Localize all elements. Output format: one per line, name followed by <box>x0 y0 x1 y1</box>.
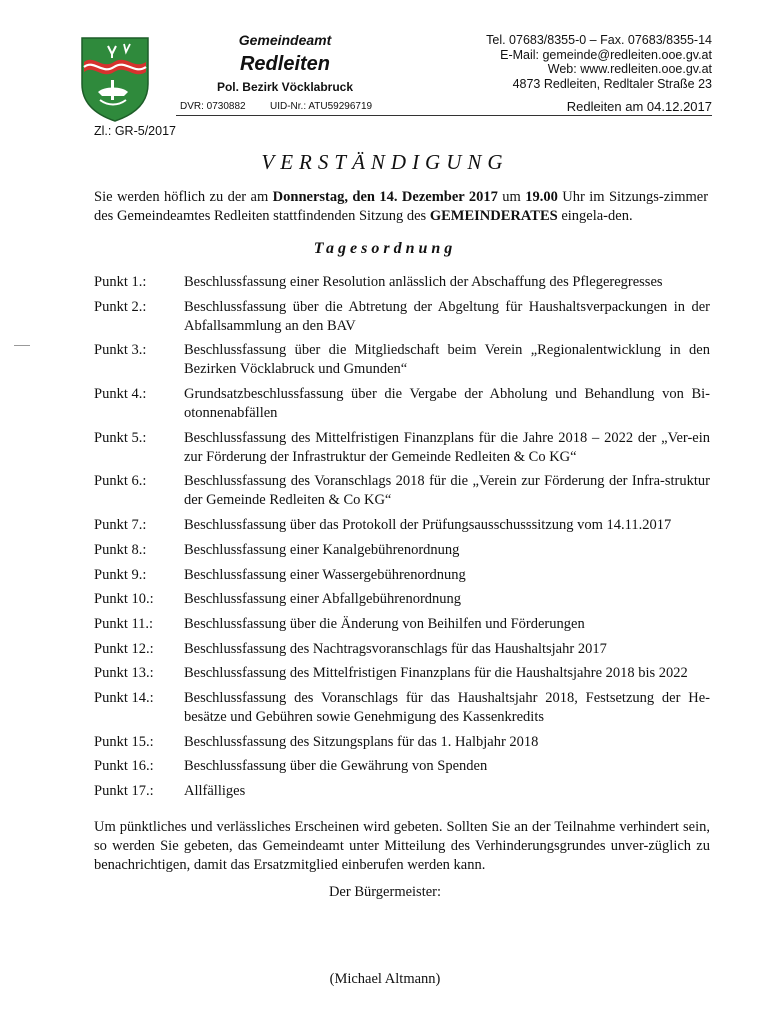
phone-fax: Tel. 07683/8355-0 – Fax. 07683/8355-14 <box>486 33 712 47</box>
agenda-item-text: Beschlussfassung des Voranschlags für das Haushaltsjahr 2018, Festsetzung der He-besätze und Gebühren sowie Genehmigung des Kassenkredits <box>184 689 710 725</box>
agenda-item-number: Punkt 14.: <box>94 689 154 706</box>
agenda-item-text: Beschlussfassung einer Abfallgebührenordnung <box>184 591 462 608</box>
agenda-item <box>94 472 710 510</box>
agenda-item-text: Beschlussfassung des Sitzungsplans für das 1. Halbjahr 2018 <box>184 733 539 750</box>
agenda-item <box>94 640 710 659</box>
postal-address: 4873 Redleiten, Redltaler Straße 23 <box>512 76 712 91</box>
agenda-item-text: Beschlussfassung über die Änderung von Beihilfen und Förderungen <box>184 615 585 632</box>
agenda-item-number: Punkt 17.: <box>94 783 154 799</box>
agenda-list <box>94 273 710 807</box>
office-name: Gemeindeamt <box>238 32 332 48</box>
reference-number: Zl.: GR-5/2017 <box>94 124 176 138</box>
agenda-item <box>94 385 710 423</box>
agenda-item <box>94 590 710 609</box>
agenda-item-number: Punkt 10.: <box>94 591 154 608</box>
agenda-item <box>94 689 710 727</box>
dvr-number: DVR: 0730882 <box>180 101 246 112</box>
agenda-item <box>94 273 710 292</box>
agenda-item-number: Punkt 11.: <box>94 615 154 632</box>
invitation-paragraph <box>94 188 708 226</box>
agenda-item <box>94 566 710 585</box>
uid-number: UID-Nr.: ATU59296719 <box>270 101 373 112</box>
agenda-item-text: Beschlussfassung des Mittelfristigen Finanzplans für die Jahre 2018 – 2022 der „Ver-ein zur Förderung der Infrastruktur der Gemeinde Redleiten & Co KG“ <box>184 429 710 465</box>
agenda-item <box>94 516 710 535</box>
agenda-item-number: Punkt 7.: <box>94 517 147 534</box>
district-name: Pol. Bezirk Vöcklabruck <box>216 80 354 94</box>
agenda-item <box>94 341 710 379</box>
agenda-item-number: Punkt 16.: <box>94 758 154 775</box>
agenda-item-text: Beschlussfassung über die Abtretung der Abgeltung für Haushaltsverpackungen in der Abfallsammlung an den BAV <box>184 298 710 334</box>
agenda-item-number: Punkt 5.: <box>94 429 147 446</box>
meeting-time: 19.00 <box>525 189 558 205</box>
email-address: E-Mail: gemeinde@redleiten.ooe.gv.at <box>500 47 712 62</box>
agenda-item <box>94 541 710 560</box>
municipality-name: Redleiten <box>239 53 331 75</box>
header-divider <box>176 115 712 116</box>
agenda-item <box>94 429 710 467</box>
agenda-item-number: Punkt 1.: <box>94 274 147 290</box>
agenda-item-text: Beschlussfassung des Voranschlags 2018 für die „Verein zur Förderung der Infra-struktur der Gemeinde Redleiten & Co KG“ <box>184 473 710 509</box>
agenda-item-text: Beschlussfassung einer Kanalgebührenordnung <box>184 541 460 558</box>
agenda-item <box>94 298 710 336</box>
document-title: VERSTÄNDIGUNG <box>261 150 509 174</box>
agenda-heading: Tagesordnung <box>313 240 457 257</box>
agenda-item <box>94 615 710 634</box>
agenda-item-number: Punkt 9.: <box>94 566 147 583</box>
agenda-item-text: Beschlussfassung einer Resolution anlässlich der Abschaffung des Pflegeregresses <box>184 274 663 290</box>
council-name: GEMEINDERATES <box>429 208 558 224</box>
agenda-item-number: Punkt 13.: <box>94 665 154 682</box>
intro-text-2: um <box>497 189 526 205</box>
agenda-item-number: Punkt 4.: <box>94 386 147 403</box>
agenda-item <box>94 782 710 801</box>
margin-mark <box>14 345 30 346</box>
agenda-item-number: Punkt 3.: <box>94 342 147 359</box>
agenda-item-number: Punkt 2.: <box>94 298 147 315</box>
intro-text-1: Sie werden höflich zu der am <box>94 189 273 205</box>
signature-label: Der Bürgermeister: <box>328 884 442 900</box>
agenda-item-number: Punkt 6.: <box>94 473 147 490</box>
signer-name: (Michael Altmann) <box>329 971 441 987</box>
agenda-item-text: Beschlussfassung einer Wassergebührenordnung <box>184 566 466 583</box>
closing-paragraph: Um pünktliches und verlässliches Erscheinen wird gebeten. Sollten Sie an der Teilnahme verhindert sein, so werden Sie gebeten, das Gemeindeamt unter Mitteilung des Verhinderungsgrundes unver-züglich zu benachrichtigen, damit das Ersatzmitglied einberufen werden kann. <box>94 819 710 873</box>
agenda-item-text: Beschlussfassung des Nachtragsvoranschlags für das Haushaltsjahr 2017 <box>184 640 607 657</box>
meeting-date: Donnerstag, den 14. Dezember 2017 <box>272 189 498 205</box>
place-date: Redleiten am 04.12.2017 <box>566 99 712 114</box>
agenda-item <box>94 757 710 776</box>
agenda-item-text: Allfälliges <box>184 783 246 799</box>
contact-block <box>372 33 712 91</box>
agenda-item <box>94 664 710 683</box>
agenda-item-text: Grundsatzbeschlussfassung über die Vergabe der Abholung und Behandlung von Bi-otonnenabfällen <box>184 386 710 422</box>
municipal-crest-logo <box>80 36 150 122</box>
intro-text-4: eingela-den. <box>557 208 633 224</box>
agenda-item-text: Beschlussfassung des Mittelfristigen Finanzplans für die Haushaltsjahre 2018 bis 2022 <box>184 665 688 682</box>
agenda-item-number: Punkt 15.: <box>94 733 154 750</box>
agenda-item-number: Punkt 12.: <box>94 640 154 657</box>
agenda-item-text: Beschlussfassung über die Gewährung von Spenden <box>184 758 488 775</box>
intro-text-3: Uhr im Sitzungs-zimmer des Gemeindeamtes Redleiten stattfindenden Sitzung des <box>94 189 709 224</box>
agenda-item-text: Beschlussfassung über das Protokoll der Prüfungsausschusssitzung vom 14.11.2017 <box>184 517 672 534</box>
agenda-item <box>94 733 710 752</box>
agenda-item-number: Punkt 8.: <box>94 541 147 558</box>
agenda-item-text: Beschlussfassung über die Mitgliedschaft beim Verein „Regionalentwicklung in den Bezirken Vöcklabruck und Gmunden“ <box>184 342 710 378</box>
website: Web: www.redleiten.ooe.gv.at <box>547 62 712 76</box>
